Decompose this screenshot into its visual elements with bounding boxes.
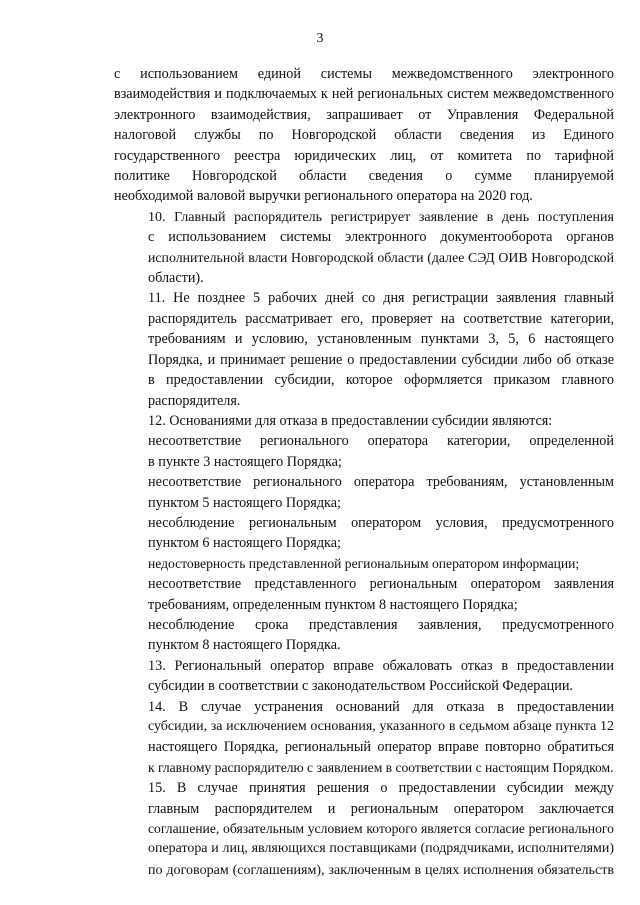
paragraph (114, 207, 614, 289)
text-line: 14. В случае устранения оснований для отказа в предоставлении (148, 698, 614, 715)
text-line: 13. Региональный оператор вправе обжаловать отказ в предоставлении (148, 657, 614, 674)
text-line: в пункте 3 настоящего Порядка; (148, 453, 342, 470)
text-line: в предоставлении субсидии, которое оформляется приказом главного (148, 372, 614, 389)
paragraph (114, 697, 614, 779)
text-line: распорядителя. (148, 392, 241, 409)
text-line: налоговой службы по Новгородской области сведения из Единого (114, 127, 614, 144)
text-line: необходимой валовой выручки регионального оператора на 2020 год. (114, 188, 533, 205)
text-line: Порядка, и принимает решение о предоставлении субсидии либо об отказе (148, 351, 614, 368)
paragraph (114, 554, 614, 574)
text-line: государственного реестра юридических лиц, от комитета по тарифной (114, 147, 614, 164)
text-line: требованиям и условию, установленным пунктами 3, 5, 6 настоящего (148, 331, 614, 348)
text-line: субсидии в соответствии с законодательством Российской Федерации. (148, 678, 573, 695)
text-line: взаимодействия и подключаемых к ней региональных систем межведомственного (114, 86, 614, 103)
text-line: несоблюдение срока представления заявления, предусмотренного (148, 616, 614, 633)
text-line: несоответствие представленного региональным оператором заявления (148, 576, 614, 593)
document-body (114, 64, 614, 880)
text-line: к главному распорядителю с заявлением в соответствии с настоящим Порядком. (148, 759, 614, 775)
text-line: области). (148, 270, 204, 287)
text-line: соглашение, обязательным условием которого является согласие регионального (148, 821, 614, 837)
text-line: политике Новгородской области сведения о сумме планируемой (114, 168, 614, 185)
paragraph (114, 411, 614, 431)
text-line: несоответствие регионального оператора требованиям, установленным (148, 474, 614, 491)
text-line: 15. В случае принятия решения о предоставлении субсидии между (148, 780, 614, 797)
text-line: с использованием системы электронного документооборота органов (148, 229, 614, 246)
text-line: распорядитель рассматривает его, проверяет на соответствие категории, (148, 310, 614, 327)
text-line: несоблюдение региональным оператором условия, предусмотренного (148, 514, 614, 531)
paragraph (114, 574, 614, 615)
paragraph (114, 656, 614, 697)
paragraph (114, 431, 614, 472)
paragraph (114, 778, 614, 880)
paragraph (114, 288, 614, 410)
text-line: электронного взаимодействия, запрашивает от Управления Федеральной (114, 106, 614, 123)
text-line: по договорам (соглашениям), заключенным в целях исполнения обязательств (148, 861, 614, 878)
text-line: оператора и лиц, являющихся поставщиками (подрядчиками, исполнителями) (148, 841, 614, 857)
paragraph (114, 615, 614, 656)
text-line: исполнительной власти Новгородской области (далее СЭД ОИВ Новгородской (148, 249, 614, 265)
text-line: главным распорядителем и региональным оператором заключается (148, 800, 614, 817)
text-line: 12. Основаниями для отказа в предоставлении субсидии являются: (148, 412, 553, 429)
text-line: несоответствие регионального оператора категории, определенной (148, 433, 614, 450)
text-line: требованиям, определенным пунктом 8 настоящего Порядка; (148, 596, 518, 613)
text-line: 11. Не позднее 5 рабочих дней со дня регистрации заявления главный (148, 290, 614, 307)
page-number: 3 (316, 31, 324, 46)
text-line: настоящего Порядка, региональный оператор вправе повторно обратиться (148, 739, 614, 756)
text-line: субсидии, за исключением основания, указанного в седьмом абзаце пункта 12 (148, 719, 614, 734)
paragraph (114, 513, 614, 554)
text-line: 10. Главный распорядитель регистрирует заявление в день поступления (148, 208, 614, 225)
text-line: пунктом 5 настоящего Порядка; (148, 494, 341, 511)
text-line: пунктом 8 настоящего Порядка. (148, 637, 341, 654)
text-line: пунктом 6 настоящего Порядка; (148, 535, 341, 552)
text-line: с использованием единой системы межведомственного электронного (114, 66, 614, 82)
paragraph (114, 64, 614, 207)
text-line: недостоверность представленной региональным оператором информации; (148, 555, 580, 571)
paragraph (114, 472, 614, 513)
